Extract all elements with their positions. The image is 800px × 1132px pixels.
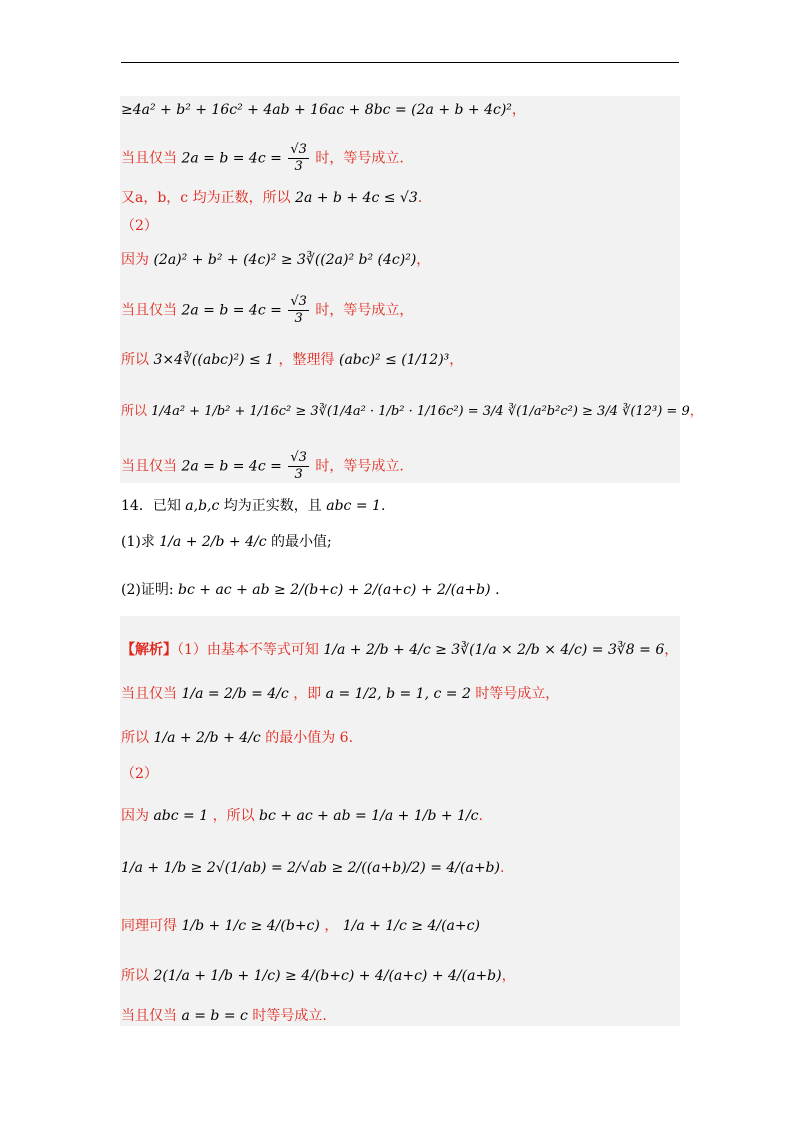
sol13-line-9-frac: $\frac{√3}{3}$ (290, 450, 307, 482)
sol13-line-6-post: 时，等号成立， (315, 302, 414, 319)
sol13-line-2-pre: 当且仅当 (121, 150, 177, 167)
sol13-line-9-pre: 当且仅当 (121, 458, 177, 475)
sol14-line-7-mid: ， (324, 918, 339, 934)
problem-14-part-1-math: 1/a + 2/b + 4/c (159, 534, 267, 550)
sol14-line-2-mid: ，即 (293, 686, 322, 702)
sol13-line-8-math: 1/4a² + 1/b² + 1/16c² ≥ 3∛(1/4a² · 1/b² · 1/16c²) = 3/4 ∛(1/a²b²c²) ≥ 3/4 ∛(12³) = 9 (151, 404, 690, 419)
problem-14-title-math-2: abc = 1 (326, 498, 381, 514)
sol14-line-6-math: 1/a + 1/b ≥ 2√(1/ab) = 2/√ab ≥ 2/((a+b)/2) = 4/(a+b) (121, 860, 500, 876)
sol14-line-2-pre: 当且仅当 (121, 686, 177, 702)
sol14-line-7 (121, 916, 480, 936)
sol14-line-2-math-2: a = 1/2, b = 1, c = 2 (325, 686, 471, 702)
header-rule (121, 62, 679, 63)
problem-14-part-2-pre: (2)证明: (121, 582, 174, 598)
sol13-line-2-frac: $\frac{√3}{3}$ (290, 142, 307, 174)
sol13-line-3-math: 2a + b + 4c ≤ √3 (295, 190, 418, 206)
sol14-line-1-math: 1/a + 2/b + 4/c ≥ 3∛(1/a × 2/b × 4/c) = 3∛8 = 6 (323, 642, 665, 658)
sol14-line-1-post: ， (664, 642, 679, 658)
sol13-line-5-post: ， (416, 252, 431, 268)
problem-14-part-1-pre: (1)求 (121, 534, 155, 550)
sol13-line-9-math: 2a = b = 4c = (181, 458, 282, 475)
sol13-line-8-post: ， (689, 404, 703, 419)
sol14-line-8-pre: 所以 (121, 968, 149, 984)
sol13-line-6-pre: 当且仅当 (121, 302, 177, 319)
sol14-line-5-math: abc = 1 (153, 808, 209, 824)
analysis-tag: 【解析】 (121, 642, 177, 658)
sol14-line-5-post: . (478, 808, 483, 824)
sol13-line-9-post: 时，等号成立. (315, 458, 404, 475)
problem-14-title-pre: 14．已知 (121, 498, 181, 514)
sol13-line-2 (121, 142, 404, 175)
sol13-line-7-post: ， (449, 352, 464, 368)
sol14-line-7-pre: 同理可得 (121, 918, 177, 934)
sol14-line-9-pre: 当且仅当 (121, 1008, 177, 1024)
min-value: 6 (339, 730, 349, 746)
sol14-line-5-mid: ，所以 (212, 808, 255, 824)
sol13-line-8-pre: 所以 (121, 404, 148, 419)
sol14-line-5-math-2: bc + ac + ab = 1/a + 1/b + 1/c (259, 808, 479, 824)
sol14-line-7-math: 1/b + 1/c ≥ 4/(b+c) (181, 918, 320, 934)
problem-14-part-2-post: . (495, 582, 500, 598)
sol13-line-1-math: ≥4a² + b² + 16c² + 4ab + 16ac + 8bc = (2a + b + 4c)² (121, 102, 512, 118)
problem-14-part-2-math: bc + ac + ab ≥ 2/(b+c) + 2/(a+c) + 2/(a+b) (178, 582, 491, 598)
sol13-line-5 (121, 250, 430, 270)
problem-14-part-1-post: 的最小值; (271, 534, 332, 550)
problem-14-title-math-1: a,b,c (185, 498, 220, 514)
sol14-line-9-math: a = b = c (181, 1008, 248, 1024)
sol13-line-5-math: (2a)² + b² + (4c)² ≥ 3∛((2a)² b² (4c)²) (153, 252, 417, 268)
sol14-line-1 (121, 640, 678, 660)
sol13-line-6-math: 2a = b = 4c = (181, 302, 282, 319)
sol14-part-2-label: （2） (121, 766, 158, 782)
sol13-part-2-heading (121, 216, 158, 236)
problem-14-part-2 (121, 580, 500, 600)
problem-14-part-1 (121, 532, 332, 552)
sol13-line-6-frac: $\frac{√3}{3}$ (290, 294, 307, 326)
problem-14-title-mid: 均为正实数，且 (223, 498, 322, 514)
sol14-line-6-post: . (499, 860, 505, 876)
sol13-line-1 (121, 100, 526, 120)
sol13-line-7-mid: ，整理得 (278, 352, 335, 368)
sol14-line-8-post: ， (501, 968, 516, 984)
sol14-line-9-post: 时等号成立. (252, 1008, 327, 1024)
sol14-line-5 (121, 806, 483, 826)
sol14-line-5-pre: 因为 (121, 808, 149, 824)
sol13-line-9 (121, 450, 404, 483)
sol13-line-7-math-2: (abc)² ≤ (1/12)³ (338, 352, 450, 368)
sol13-line-5-pre: 因为 (121, 252, 149, 268)
sol14-line-2 (121, 684, 559, 704)
sol14-line-2-math: 1/a = 2/b = 4/c (181, 686, 289, 702)
sol13-part-2-label: （2） (121, 218, 158, 234)
sol13-line-2-post: 时，等号成立. (315, 150, 404, 167)
sol14-line-6 (121, 858, 504, 878)
sol13-line-3-post: . (417, 190, 423, 206)
sol14-part-2-heading (121, 764, 158, 784)
sol14-line-3-pre: 所以 (121, 730, 149, 746)
sol14-line-7-math-2: 1/a + 1/c ≥ 4/(a+c) (342, 918, 480, 934)
sol14-line-3-post: . (348, 730, 354, 746)
sol13-line-1-tail: ， (511, 102, 526, 118)
sol14-line-8 (121, 966, 516, 986)
problem-14-title-post: . (380, 498, 386, 514)
problem-14-title (121, 496, 385, 516)
sol13-line-7 (121, 350, 463, 370)
sol14-line-3-mid: 的最小值为 (265, 730, 336, 746)
sol14-line-2-post: 时等号成立， (475, 686, 560, 702)
sol13-line-8 (121, 402, 703, 422)
sol13-line-3 (121, 188, 422, 208)
sol13-line-7-pre: 所以 (121, 352, 149, 368)
sol14-line-1-text: （1）由基本不等式可知 (177, 642, 319, 658)
sol14-line-3 (121, 728, 353, 748)
sol14-line-8-math: 2(1/a + 1/b + 1/c) ≥ 4/(b+c) + 4/(a+c) + 4/(a+b) (153, 968, 502, 984)
sol14-line-9 (121, 1006, 327, 1026)
sol13-line-2-math: 2a = b = 4c = (181, 150, 282, 167)
sol13-line-7-math: 3×4∛((abc)²) ≤ 1 (153, 352, 275, 368)
sol13-line-6 (121, 294, 413, 327)
sol14-line-3-math: 1/a + 2/b + 4/c (153, 730, 261, 746)
sol13-line-3-pre: 又a，b，c 均为正数，所以 (121, 190, 291, 206)
